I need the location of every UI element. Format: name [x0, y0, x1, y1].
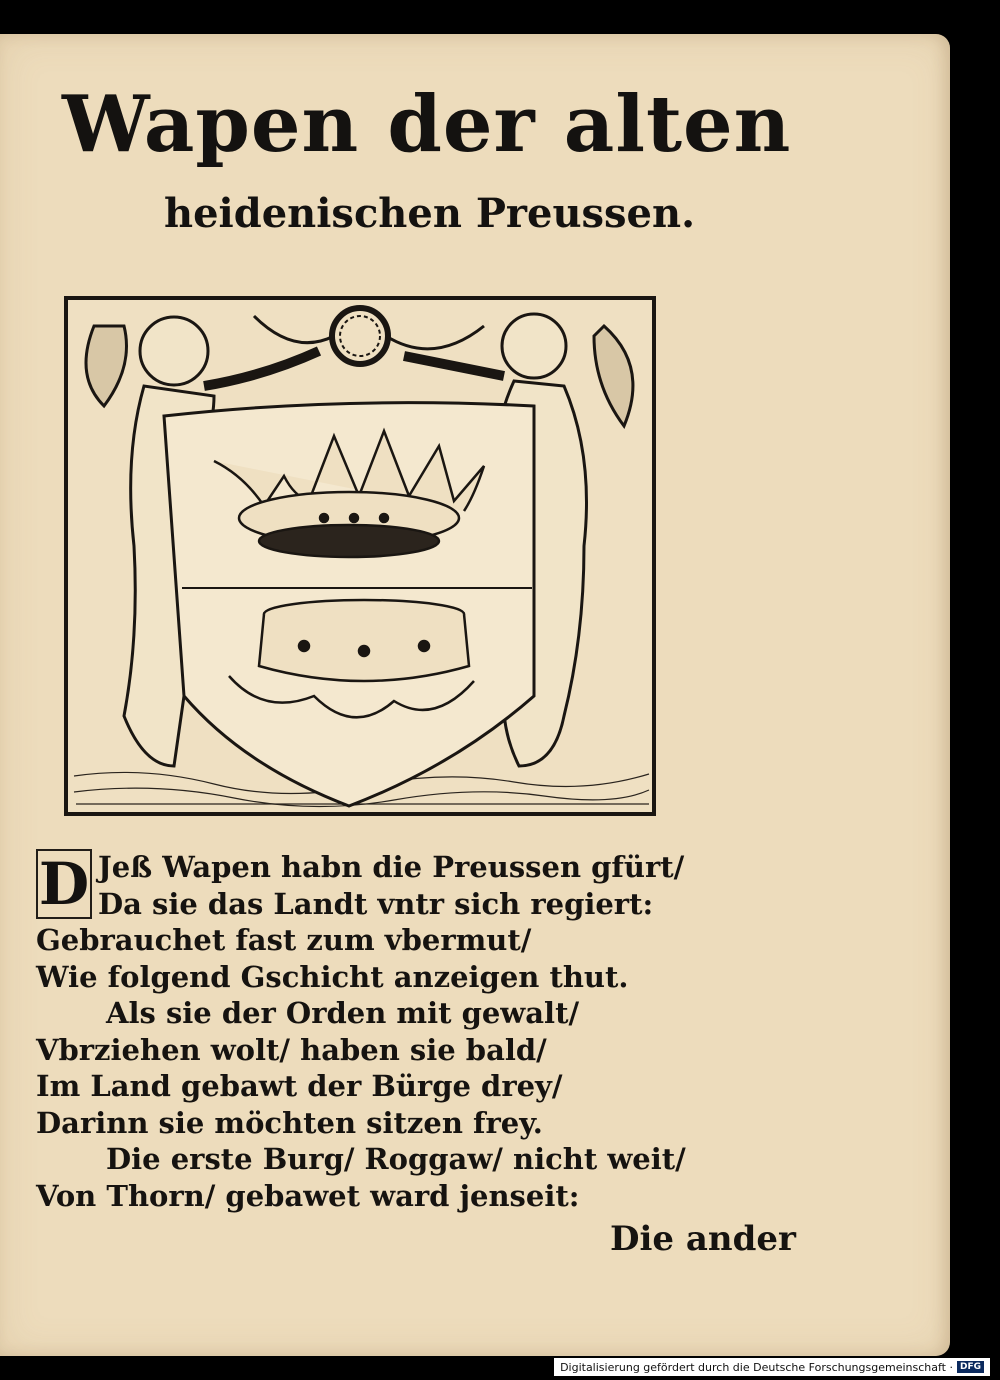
footer-text: Digitalisierung gefördert durch die Deutsche Forschungsgemeinschaft · [560, 1360, 953, 1374]
verse-line-6: Vbrziehen wolt/ haben sie bald/ [36, 1032, 547, 1067]
verse-line-2: Da sie das Landt vntr sich regiert: [98, 886, 654, 921]
verse-line-5: Als sie der Orden mit gewalt/ [106, 996, 580, 1030]
verse-line-7: Im Land gebawt der Bürge drey/ [36, 1069, 563, 1103]
verse-text-1: Jeß Wapen habn die Preussen gfürt/ [98, 850, 685, 884]
verse-line-4: Wie folgend Gschicht anzeigen thut. [36, 959, 629, 994]
page-subtitle: heidenischen Preussen. [164, 190, 696, 237]
verse-line-9: Die erste Burg/ Roggaw/ nicht weit/ [106, 1142, 686, 1176]
book-page [0, 34, 950, 1356]
initial-letter: D [36, 849, 92, 919]
dfg-logo-icon: DFG [957, 1361, 984, 1373]
verse-block [36, 849, 686, 1214]
catchword: Die ander [610, 1219, 796, 1259]
verse-line-3: Gebrauchet fast zum vbermut/ [36, 923, 532, 957]
page-title: Wapen der alten [62, 79, 792, 170]
decorated-initial [36, 849, 94, 919]
coat-of-arms-woodcut [64, 296, 656, 816]
verse-line-10: Von Thorn/ gebawet ward jenseit: [36, 1178, 580, 1213]
verse-line-8: Darinn sie möchten sitzen frey. [36, 1105, 543, 1140]
digitization-footer [554, 1358, 990, 1376]
